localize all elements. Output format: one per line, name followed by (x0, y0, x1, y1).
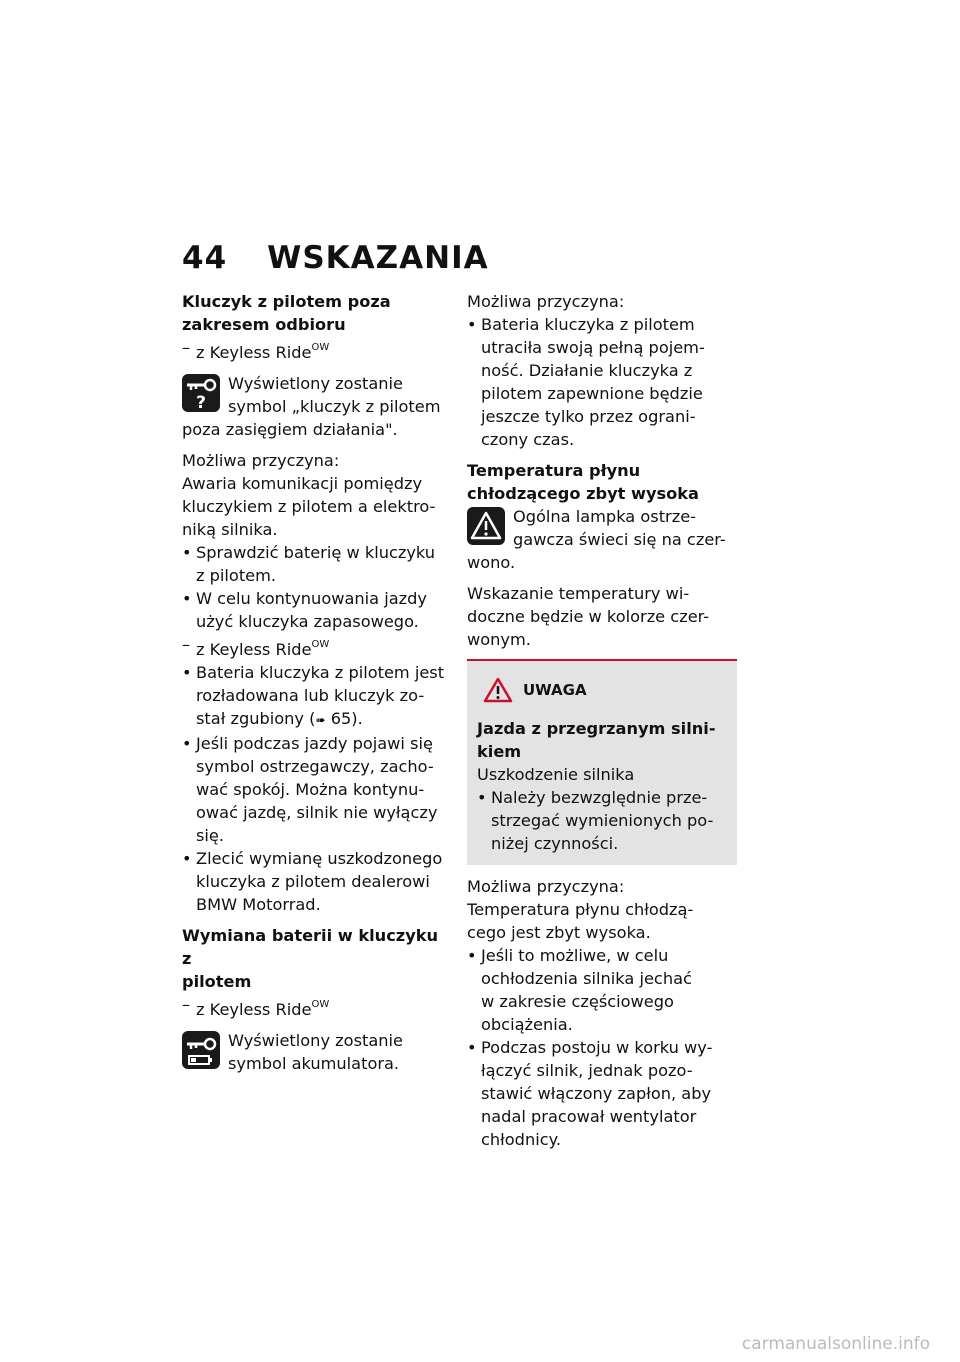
bullet-item (182, 587, 450, 633)
icon-text-line: Wyświetlony zostanie (228, 1031, 403, 1050)
key-battery-icon (182, 1031, 220, 1069)
condition-keyless-ride (182, 993, 450, 1021)
svg-text:?: ? (196, 393, 206, 412)
icon-text-line: Ogólna lampka ostrze- (513, 507, 696, 526)
heading-line: Kluczyk z pilotem poza (182, 292, 391, 311)
bullet-line: stawić włączony zapłon, aby (481, 1084, 712, 1103)
bullet-line: użyć kluczyka zapasowego. (196, 612, 419, 631)
warning-title (483, 677, 727, 703)
footer-watermark: carmanualsonline.info (741, 1334, 930, 1354)
page-header (182, 240, 489, 276)
bullet-item (467, 1036, 737, 1151)
left-column (182, 290, 450, 1075)
cause-label: Możliwa przyczyna: (182, 451, 340, 470)
cause-text: cego jest zbyt wysoka. (467, 923, 651, 942)
bullet-line: utraciła swoją pełną pojem- (481, 338, 705, 357)
cause-text: kluczykiem z pilotem a elektro- (182, 497, 436, 516)
body-text: Wskazanie temperatury wi- (467, 584, 690, 603)
general-warning-row (467, 505, 737, 551)
bullet-line: jeszcze tylko przez ograni- (481, 407, 696, 426)
condition-keyless-ride (182, 336, 450, 364)
bullet-line: • Sprawdzić baterię w kluczyku (196, 543, 436, 562)
bullet-line: ować jazdę, silnik nie wyłączy (196, 803, 438, 822)
bullet-line: wać spokój. Można kontynu- (196, 780, 425, 799)
bullet-line: • W celu kontynuowania jazdy (196, 589, 427, 608)
bullet-line-with-ref (196, 707, 450, 732)
bullet-item (477, 786, 727, 855)
heading-line: Jazda z przegrzanym silni- (477, 719, 716, 738)
heading-line: Temperatura płynu (467, 461, 641, 480)
bullet-line: ochłodzenia silnika jechać (481, 969, 692, 988)
cause-label: Możliwa przyczyna: (467, 292, 625, 311)
bullet-item (467, 944, 737, 1036)
bullet-line: rozładowana lub kluczyk zo- (196, 686, 425, 705)
bullet-line: w zakresie częściowego (481, 992, 674, 1011)
bullet-item (182, 541, 450, 587)
bullet-line: chłodnicy. (481, 1130, 562, 1149)
condition-text: z Keyless Ride (196, 1000, 312, 1019)
bullet-line: • Należy bezwzględnie prze- (491, 788, 708, 807)
bullet-line: niżej czynności. (491, 834, 619, 853)
condition-keyless-ride (182, 633, 450, 661)
option-sup: OW (311, 999, 330, 1010)
warning-subtext: Uszkodzenie silnika (477, 765, 635, 784)
right-column (467, 290, 737, 1151)
bullet-item (182, 732, 450, 847)
key-battery-row (182, 1029, 450, 1075)
key-warning-row (182, 372, 450, 418)
cause-text: niką silnika. (182, 520, 278, 539)
page-reference-link[interactable]: 65). (330, 709, 363, 728)
warning-triangle-icon (467, 507, 505, 545)
bullet-text: stał zgubiony ( (196, 709, 316, 728)
section-heading-coolant-temp (467, 459, 737, 505)
warning-heading (477, 717, 727, 763)
condition-text: z Keyless Ride (196, 343, 312, 362)
bullet-line: ność. Działanie kluczyka z (481, 361, 693, 380)
body-text: doczne będzie w kolorze czer- (467, 607, 710, 626)
warning-box (467, 659, 737, 865)
bullet-line: • Bateria kluczyka z pilotem (481, 315, 695, 334)
bullet-line: • Podczas postoju w korku wy- (481, 1038, 713, 1057)
section-heading-battery-replacement (182, 924, 450, 993)
key-question-icon (182, 374, 220, 412)
bullet-line: czony czas. (481, 430, 575, 449)
bullet-item (467, 313, 737, 451)
bullet-line: pilotem zapewnione będzie (481, 384, 703, 403)
bullet-line: łączyć silnik, jednak pozo- (481, 1061, 693, 1080)
bullet-line: • Bateria kluczyka z pilotem jest (196, 663, 445, 682)
condition-text: z Keyless Ride (196, 640, 312, 659)
page-title: WSKAZANIA (267, 240, 489, 276)
heading-line: kiem (477, 742, 522, 761)
heading-line: chłodzącego zbyt wysoka (467, 484, 699, 503)
bullet-line: z pilotem. (196, 566, 277, 585)
bullet-line: kluczyka z pilotem dealerowi (196, 872, 430, 891)
bullet-item (182, 847, 450, 916)
heading-line: zakresem odbioru (182, 315, 346, 334)
heading-line: pilotem (182, 972, 252, 991)
warning-label: UWAGA (523, 680, 587, 699)
bullet-line: • Jeśli podczas jazdy pojawi się (196, 734, 433, 753)
heading-line: Wymiana baterii w kluczyku z (182, 926, 439, 968)
bullet-line: nadal pracował wentylator (481, 1107, 697, 1126)
option-sup: OW (311, 639, 330, 650)
icon-text-line: gawcza świeci się na czer- (513, 530, 726, 549)
cause-label: Możliwa przyczyna: (467, 877, 625, 896)
bullet-line: • Zlecić wymianę uszkodzonego (196, 849, 443, 868)
icon-text-line: symbol „kluczyk z pilotem (228, 397, 441, 416)
option-sup: OW (311, 342, 330, 353)
icon-text-line: wono. (467, 553, 516, 572)
page-reference-arrow-icon[interactable]: ➠ (315, 713, 326, 727)
bullet-line: BMW Motorrad. (196, 895, 321, 914)
icon-text-line: symbol akumulatora. (228, 1054, 400, 1073)
icon-text-line: Wyświetlony zostanie (228, 374, 403, 393)
bullet-line: strzegać wymienionych po- (491, 811, 714, 830)
cause-text: Temperatura płynu chłodzą- (467, 900, 694, 919)
section-heading-key-out-of-range (182, 290, 450, 336)
caution-triangle-icon (483, 677, 513, 703)
cause-text: Awaria komunikacji pomiędzy (182, 474, 423, 493)
bullet-line: • Jeśli to możliwe, w celu (481, 946, 669, 965)
bullet-line: obciążenia. (481, 1015, 573, 1034)
bullet-line: się. (196, 826, 225, 845)
icon-text-line: poza zasięgiem działania". (182, 420, 398, 439)
body-text: wonym. (467, 630, 531, 649)
bullet-line: symbol ostrzegawczy, zacho- (196, 757, 434, 776)
page-number: 44 (182, 240, 228, 276)
bullet-item (182, 661, 450, 732)
